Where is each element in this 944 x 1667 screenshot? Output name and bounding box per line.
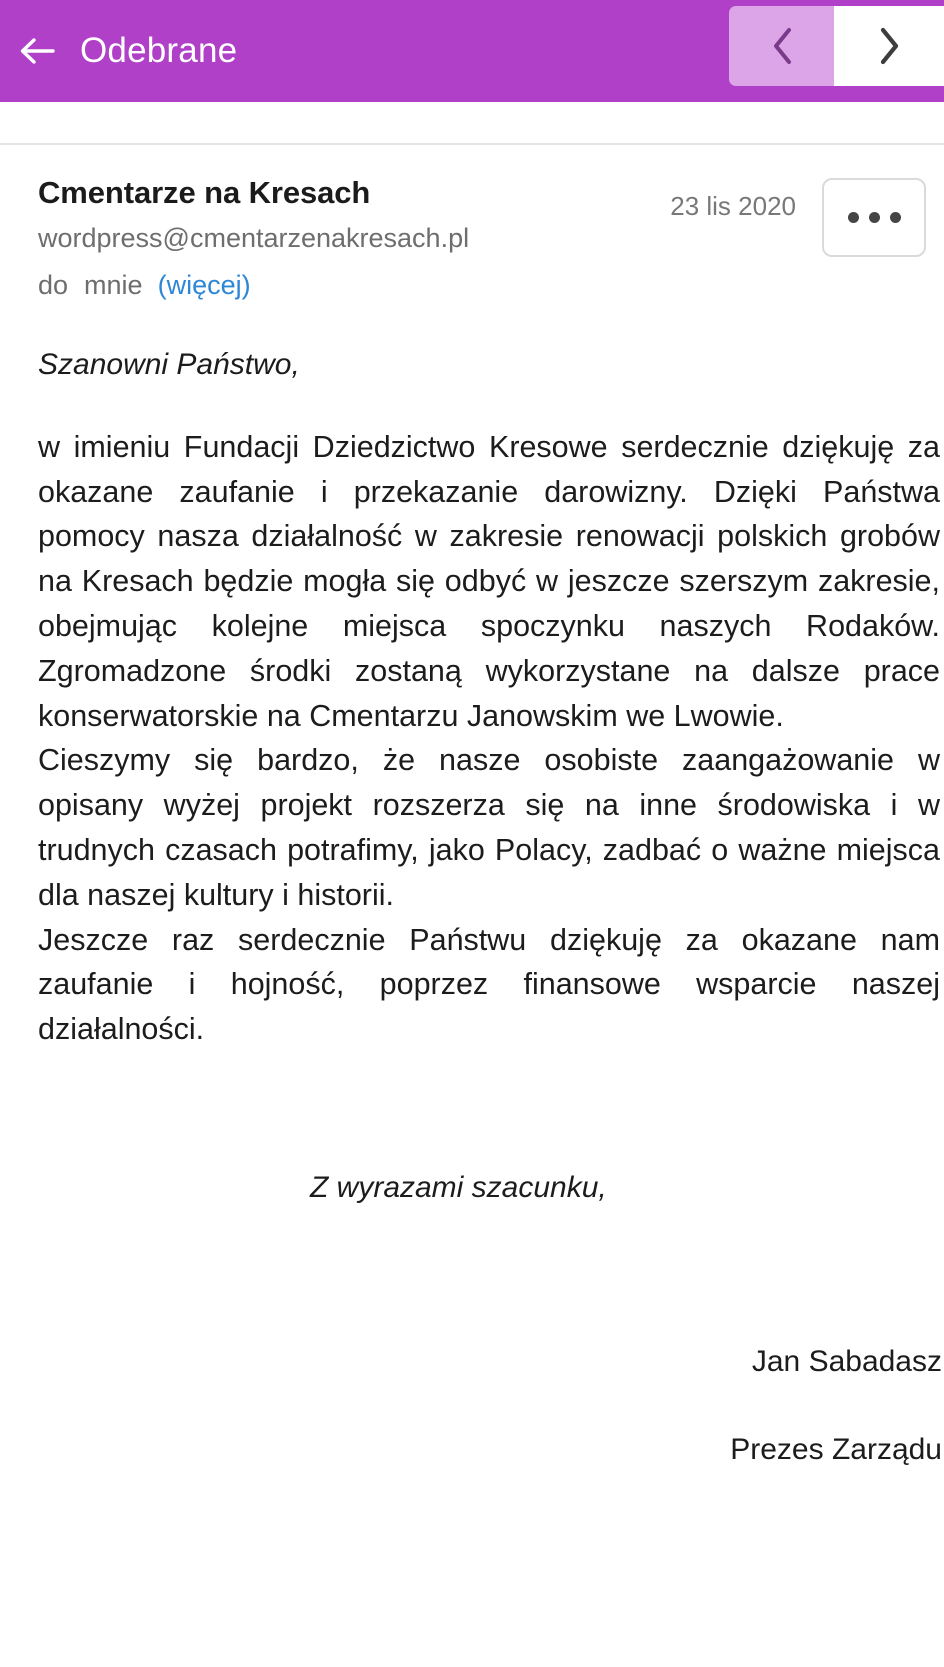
signature-role: Prezes Zarządu: [730, 1432, 942, 1466]
recipient-label: do: [38, 269, 69, 300]
body-paragraph: Jeszcze raz serdecznie Państwu dziękuję za okazane nam zaufanie i hojność, poprzez finansowe wsparcie naszej działalności.: [38, 922, 940, 1047]
salutation: Szanowni Państwo,: [38, 347, 300, 381]
recipient-row: [38, 270, 670, 301]
dot-2: [869, 212, 880, 223]
paragraph-block-1: [38, 425, 942, 1052]
sender-info: [38, 175, 670, 301]
more-horizontal-icon: [848, 212, 901, 223]
message-header: [0, 145, 944, 301]
app-bar: [0, 0, 944, 102]
dot-1: [848, 212, 859, 223]
recipient-value: mnie: [84, 269, 143, 300]
more-options-button[interactable]: [822, 178, 926, 257]
body-paragraph: w imieniu Fundacji Dziedzictwo Kresowe serdecznie dziękuję za okazane zaufanie i przekazanie darowizny. Dzięki Państwa pomocy nasza działalność w zakresie renowacji polskich grobów na Kresach będzie mogła się odbyć w jeszcze szerszym zakresie, obejmując kolejne miejsca spoczynku naszych Rodaków. Zgromadzone środki zostaną wykorzystane na dalsze prace konserwatorskie na Cmentarzu Janowskim we Lwowie.: [38, 429, 940, 733]
signature-name: Jan Sabadasz: [751, 1344, 942, 1378]
sender-row: [0, 175, 944, 301]
sender-email: wordpress@cmentarzenakresach.pl: [38, 222, 470, 253]
body-paragraph: Cieszymy się bardzo, że nasze osobiste zaangażowanie w opisany wyżej projekt rozszerza się na inne środowiska i w trudnych czasach potrafimy, jako Polacy, zadbać o ważne miejsca dla naszej kultury i historii.: [38, 743, 940, 912]
previous-message-button[interactable]: [729, 6, 834, 86]
back-button[interactable]: [0, 0, 74, 102]
message-navigation: [729, 6, 944, 86]
message-body: [0, 347, 944, 1468]
page-title: Odebrane: [80, 31, 238, 70]
message-date: 23 lis 2020: [670, 191, 796, 221]
show-details-link[interactable]: (więcej): [157, 269, 251, 300]
signature-closing: Z wyrazami szacunku,: [310, 1170, 607, 1204]
dot-3: [890, 212, 901, 223]
arrow-left-icon: [15, 29, 59, 73]
chevron-right-icon: [872, 23, 906, 69]
chevron-left-icon: [765, 23, 799, 69]
sender-name: Cmentarze na Kresach: [38, 175, 371, 210]
next-message-button[interactable]: [834, 6, 944, 86]
appbar-spacer: [0, 102, 944, 143]
